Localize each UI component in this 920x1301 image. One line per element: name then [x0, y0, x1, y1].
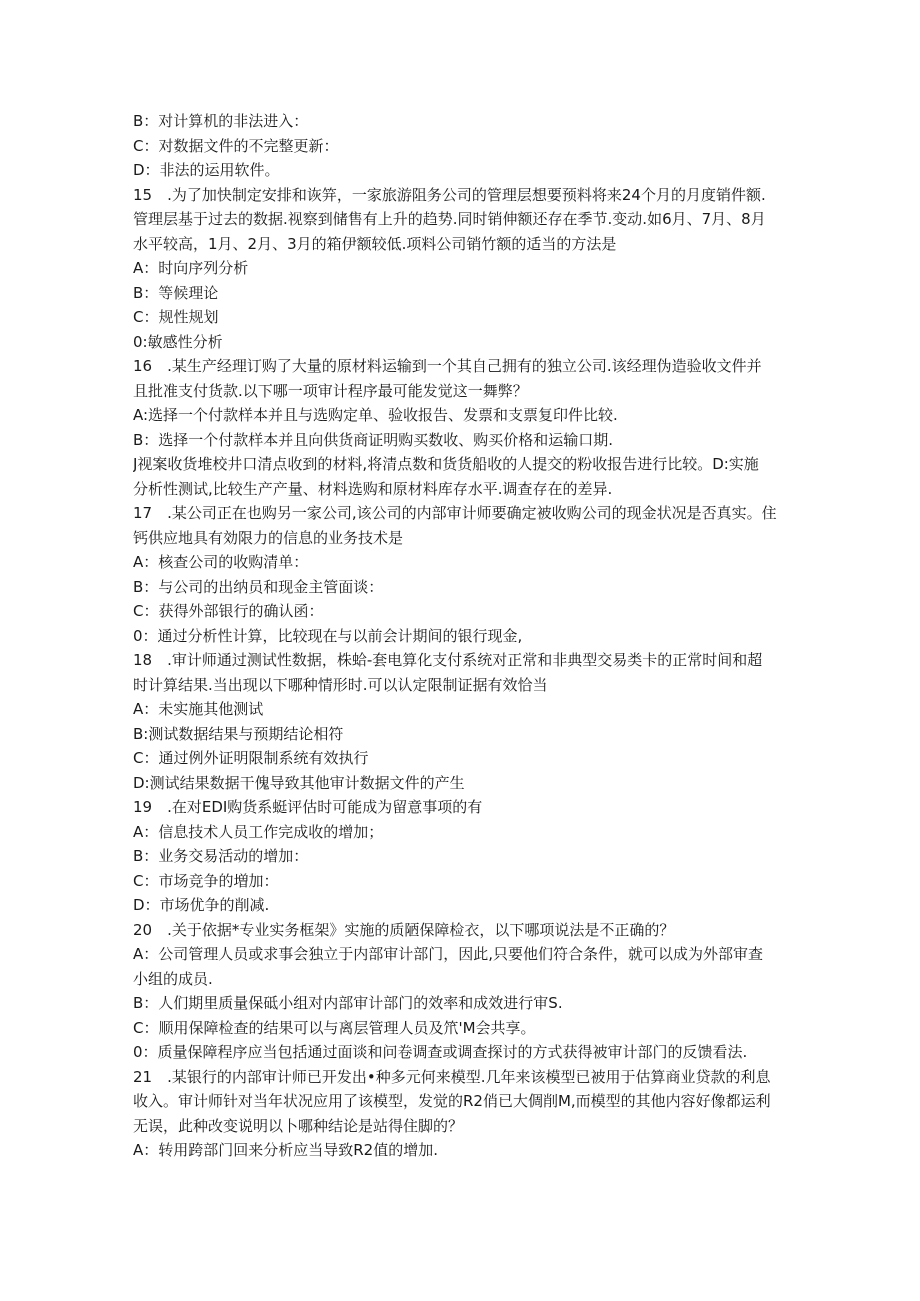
- text-line: 且批准支付货款.以下哪一项审计程序最可能发觉这一舞弊？: [133, 381, 528, 400]
- option-line: A：核查公司的收购清单：: [133, 553, 309, 571]
- option-line: D：市场优争的削减.: [133, 896, 270, 914]
- text-line: 时计算结果.当出现以下哪种情形时.可以认定限制证据有效恰当: [133, 675, 548, 694]
- text-line: 管理层基于过去的数据.视察到储售有上升的趋势.同时销伸额还存在季节.变动.如6月、7月、8月: [133, 210, 766, 228]
- option-line: B：等候理论: [133, 283, 219, 302]
- option-line: B:测试数据结果与预期结论相符: [133, 724, 344, 743]
- question-line: 20 .关于依据*专业实务框架》实施的质陋保障检衣，以下哪项说法是不正确的？: [133, 920, 675, 939]
- text-line: D：非法的运用软件。: [133, 161, 280, 179]
- option-line: A：公司管理人员或求事会独立于内部审计部门，因此,只要他们符合条件，就可以成为外部审查: [133, 945, 764, 963]
- option-line: A：转用跨部门回来分析应当导致R2值的增加.: [133, 1141, 438, 1159]
- text-line: C：对数据文件的不完整更新：: [133, 136, 339, 155]
- option-line: A：未实施其他测试: [133, 700, 264, 718]
- option-line: D:测试结果数据干傀导致其他审计数据文件的产生: [133, 773, 465, 792]
- option-line: B：选择一个付款样本并且向供货商证明购买数收、购买价格和运输口期.: [133, 430, 614, 449]
- text-line: 收入。审计师针对当年状况应用了该模型，发觉的R2俏已大倜削M,而模型的其他内容好像都运利: [133, 1092, 771, 1110]
- text-line: 无误，此种改变说明以卜哪种结论是站得住脚的？: [133, 1116, 464, 1135]
- option-line: B：业务交易活动的增加：: [133, 847, 309, 865]
- option-line: B：人们期里质量保砥小组对内部审计部门的效率和成效进行审S.: [133, 994, 563, 1012]
- text-line: 钙供应地具有効限力的信息的业务技术是: [133, 528, 404, 547]
- text-line: 水平较高，1月、2月、3月的箱伊额较低.项料公司销竹额的适当的方法是: [133, 234, 617, 253]
- option-line: 0：通过分析性计算，比较现在与以前会计期间的银行现金,: [133, 626, 523, 645]
- option-line: A：信息技术人员工作完成收的增加；: [133, 822, 384, 841]
- document-page: [133, 109, 793, 1163]
- text-line: B：对计算机的非法进入：: [133, 112, 309, 130]
- question-line: 18 .审计师通过测试性数据，株蛤-套电算化支付系统对正常和非典型交易类卡的正常时间和超: [133, 651, 763, 669]
- option-line: J视案收货堆校井口清点收到的材料,将清点数和货货船收的人提交的粉收报告进行比较。D:实施: [133, 455, 759, 473]
- option-line: C：规性规划: [133, 308, 219, 326]
- option-line: C：通过例外证明限制系统有效执行: [133, 749, 369, 767]
- text-line: 小组的成员.: [133, 969, 213, 988]
- option-line: A：时向序列分析: [133, 259, 249, 277]
- option-line: 0：质量保障程序应当包括通过面谈和问卷调查或调查探讨的方式获得被审计部门的反馈看法.: [133, 1043, 748, 1061]
- question-line: 16 .某生产经理订购了大量的原材料运输到一个其自己拥有的独立公司.该经理伪造验收文件并: [133, 357, 762, 375]
- option-line: C：市场竞争的増加：: [133, 871, 279, 890]
- question-line: 21 .某银行的内部审计师已开发出•种多元何来模型.几年来该模型已被用于估算商业贷款的利息: [133, 1067, 771, 1086]
- question-line: 19 .在对EDI购货系蜓评估时可能成为留意事项的有: [133, 798, 483, 816]
- option-line: A:选择一个付款样本并且与选购定单、验收报告、发票和支票复印件比较.: [133, 406, 618, 424]
- question-line: 17 .某公司正在也购另一家公司,该公司的内部审计师要确定被收购公司的现金状况是否真实。住: [133, 504, 777, 522]
- option-line: 0:敏感性分析: [133, 332, 223, 351]
- text-line: 分析性测试,比较生产产量、材料选购和原材料库存水平.调查存在的差异.: [133, 479, 613, 498]
- option-line: C：获得外部银行的确认函：: [133, 602, 324, 620]
- option-line: C：顺用保障检查的结果可以与离层管理人员及笊'M会共享。: [133, 1018, 536, 1037]
- option-line: B：与公司的出纳员和现金主管面谈：: [133, 577, 384, 596]
- question-line: 15 .为了加快制定安排和诙笄，一家旅游阻务公司的管理层想要预料将来24个月的月度销件额.: [133, 185, 766, 204]
